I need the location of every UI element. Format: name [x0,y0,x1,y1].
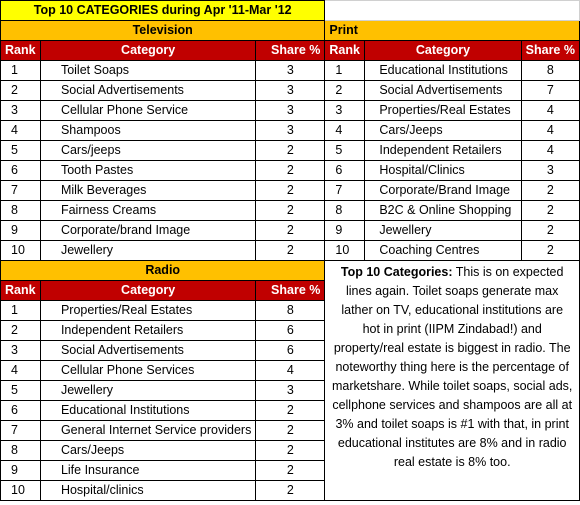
print-category-cell[interactable]: Independent Retailers [365,141,521,161]
tv-share-cell[interactable]: 2 [256,221,325,241]
radio-category-cell[interactable]: Social Advertisements [40,341,255,361]
table-row [1,161,580,181]
tv-rank-cell[interactable]: 7 [1,181,41,201]
table-row [1,101,580,121]
print-category-header[interactable]: Category [365,41,521,61]
radio-category-cell[interactable]: Cellular Phone Services [40,361,255,381]
tv-share-header[interactable]: Share % [256,41,325,61]
radio-rank-header[interactable]: Rank [1,281,41,301]
print-rank-cell[interactable]: 7 [325,181,365,201]
print-rank-header[interactable]: Rank [325,41,365,61]
radio-share-cell[interactable]: 6 [256,341,325,361]
table-row [1,61,580,81]
tv-category-cell[interactable]: Toilet Soaps [40,61,255,81]
radio-share-cell[interactable]: 3 [256,381,325,401]
radio-share-cell[interactable]: 2 [256,441,325,461]
print-share-cell[interactable]: 4 [521,101,579,121]
radio-share-header[interactable]: Share % [256,281,325,301]
tv-category-cell[interactable]: Milk Beverages [40,181,255,201]
tv-rank-cell[interactable]: 1 [1,61,41,81]
radio-rank-cell[interactable]: 1 [1,301,41,321]
note-body: This is on expected lines again. Toilet soaps generate max lather on TV, educational institutions are hot in print (IIPM Zindabad!) and property/real estate is biggest in radio. The noteworthy thing here is the percentage of marketshare. While toilet soaps, social ads, cellphone services and shampoos are all at 3% and toilet soaps is #1 with that, in print educational institutes are 8% and in radio real estate is 8% too. [332,265,573,469]
tv-share-cell[interactable]: 2 [256,201,325,221]
radio-share-cell[interactable]: 4 [256,361,325,381]
commentary-note[interactable] [325,261,580,501]
print-category-cell[interactable]: Coaching Centres [365,241,521,261]
table-row [1,201,580,221]
table-row [1,181,580,201]
print-rank-cell[interactable]: 3 [325,101,365,121]
radio-category-cell[interactable]: Independent Retailers [40,321,255,341]
print-share-header[interactable]: Share % [521,41,579,61]
television-section-label[interactable]: Television [1,21,325,41]
print-share-cell[interactable]: 8 [521,61,579,81]
tv-share-cell[interactable]: 2 [256,241,325,261]
table-row [1,121,580,141]
print-category-cell[interactable]: B2C & Online Shopping [365,201,521,221]
print-category-cell[interactable]: Educational Institutions [365,61,521,81]
tv-category-cell[interactable]: Fairness Creams [40,201,255,221]
radio-category-cell[interactable]: Educational Institutions [40,401,255,421]
sheet-title[interactable]: Top 10 CATEGORIES during Apr '11-Mar '12 [1,1,325,21]
tv-category-cell[interactable]: Jewellery [40,241,255,261]
tv-share-cell[interactable]: 2 [256,181,325,201]
radio-rank-cell[interactable]: 7 [1,421,41,441]
radio-rank-cell[interactable]: 8 [1,441,41,461]
table-row [1,241,580,261]
table-row [1,141,580,161]
radio-share-cell[interactable]: 8 [256,301,325,321]
table-row [1,81,580,101]
print-rank-cell[interactable]: 9 [325,221,365,241]
tv-share-cell[interactable]: 3 [256,81,325,101]
radio-rank-cell[interactable]: 5 [1,381,41,401]
tv-category-cell[interactable]: Tooth Pastes [40,161,255,181]
print-rank-cell[interactable]: 5 [325,141,365,161]
radio-rank-cell[interactable]: 3 [1,341,41,361]
print-category-cell[interactable]: Hospital/Clinics [365,161,521,181]
tv-category-cell[interactable]: Shampoos [40,121,255,141]
radio-rank-cell[interactable]: 6 [1,401,41,421]
print-category-cell[interactable]: Jewellery [365,221,521,241]
print-share-cell[interactable]: 2 [521,181,579,201]
tv-category-cell[interactable]: Cars/jeeps [40,141,255,161]
radio-rank-cell[interactable]: 10 [1,481,41,501]
radio-category-cell[interactable]: Life Insurance [40,461,255,481]
print-rank-cell[interactable]: 8 [325,201,365,221]
tv-rank-cell[interactable]: 6 [1,161,41,181]
tv-category-cell[interactable]: Social Advertisements [40,81,255,101]
radio-share-cell[interactable]: 2 [256,461,325,481]
radio-category-cell[interactable]: Properties/Real Estates [40,301,255,321]
print-section-label[interactable]: Print [325,21,580,41]
tv-share-cell[interactable]: 3 [256,61,325,81]
print-category-cell[interactable]: Properties/Real Estates [365,101,521,121]
radio-share-cell[interactable]: 2 [256,421,325,441]
radio-category-cell[interactable]: Cars/Jeeps [40,441,255,461]
tv-rank-cell[interactable]: 8 [1,201,41,221]
print-share-cell[interactable]: 4 [521,121,579,141]
radio-rank-cell[interactable]: 2 [1,321,41,341]
tv-rank-cell[interactable]: 3 [1,101,41,121]
print-rank-cell[interactable]: 1 [325,61,365,81]
radio-category-cell[interactable]: General Internet Service providers [40,421,255,441]
tv-share-cell[interactable]: 3 [256,121,325,141]
print-share-cell[interactable]: 2 [521,241,579,261]
print-share-cell[interactable]: 2 [521,201,579,221]
tv-rank-cell[interactable]: 10 [1,241,41,261]
tv-rank-cell[interactable]: 5 [1,141,41,161]
tv-rank-cell[interactable]: 9 [1,221,41,241]
radio-category-cell[interactable]: Jewellery [40,381,255,401]
print-category-cell[interactable]: Corporate/Brand Image [365,181,521,201]
radio-category-header[interactable]: Category [40,281,255,301]
print-category-cell[interactable]: Cars/Jeeps [365,121,521,141]
print-share-cell[interactable]: 2 [521,221,579,241]
radio-rank-cell[interactable]: 9 [1,461,41,481]
note-heading: Top 10 Categories: [340,265,453,279]
tv-rank-header[interactable]: Rank [1,41,41,61]
tv-rank-cell[interactable]: 2 [1,81,41,101]
print-rank-cell[interactable]: 2 [325,81,365,101]
radio-category-cell[interactable]: Hospital/clinics [40,481,255,501]
table-row [1,221,580,241]
tv-category-cell[interactable]: Cellular Phone Service [40,101,255,121]
tv-share-cell[interactable]: 2 [256,161,325,181]
empty-cell[interactable] [325,1,580,21]
tv-rank-cell[interactable]: 4 [1,121,41,141]
print-share-cell[interactable]: 3 [521,161,579,181]
print-category-cell[interactable]: Social Advertisements [365,81,521,101]
radio-share-cell[interactable]: 2 [256,401,325,421]
tv-share-cell[interactable]: 3 [256,101,325,121]
print-rank-cell[interactable]: 4 [325,121,365,141]
print-rank-cell[interactable]: 10 [325,241,365,261]
radio-share-cell[interactable]: 2 [256,481,325,501]
tv-category-header[interactable]: Category [40,41,255,61]
print-rank-cell[interactable]: 6 [325,161,365,181]
tv-category-cell[interactable]: Corporate/brand Image [40,221,255,241]
radio-section-label[interactable]: Radio [1,261,325,281]
print-share-cell[interactable]: 4 [521,141,579,161]
tv-share-cell[interactable]: 2 [256,141,325,161]
radio-share-cell[interactable]: 6 [256,321,325,341]
print-share-cell[interactable]: 7 [521,81,579,101]
radio-rank-cell[interactable]: 4 [1,361,41,381]
